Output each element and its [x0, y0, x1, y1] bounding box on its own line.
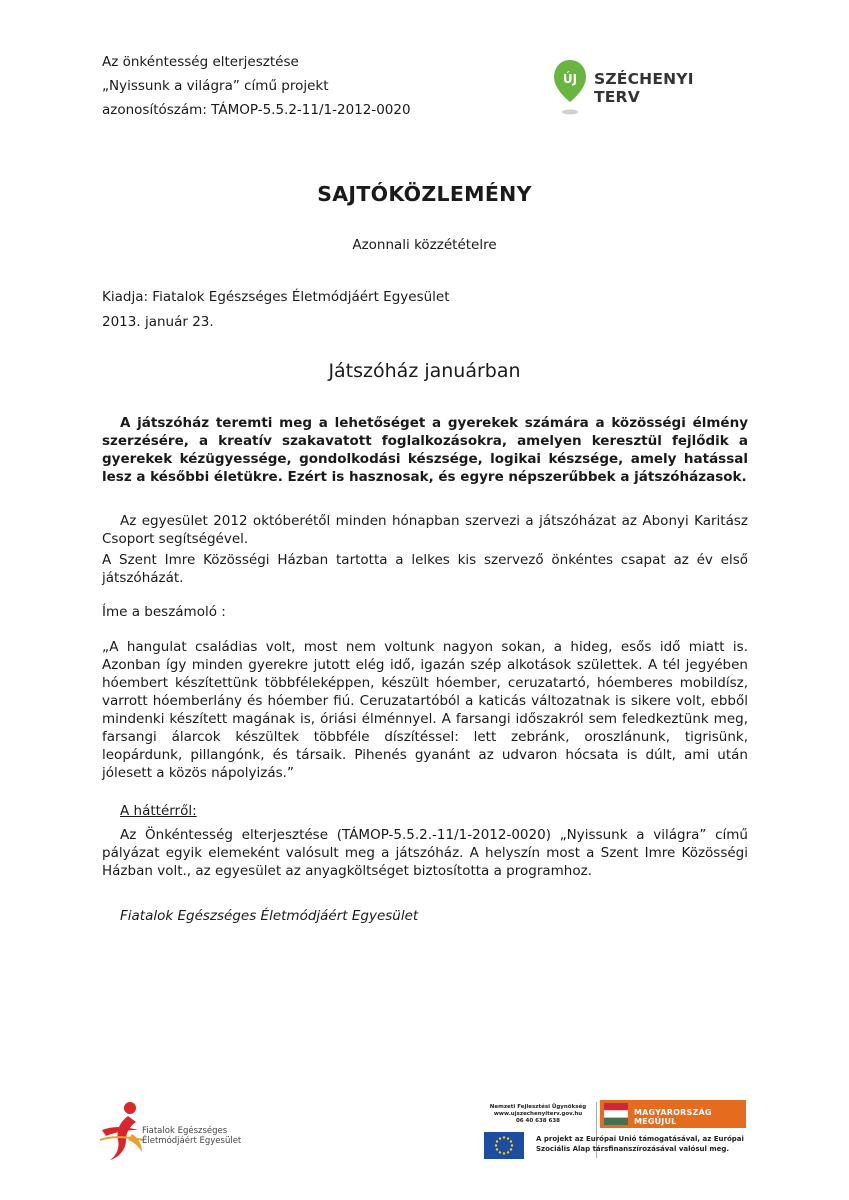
eu-funding-line: A projekt az Európai Unió támogatásával, az Európai	[536, 1135, 744, 1143]
project-header-line: Az önkéntesség elterjesztése	[102, 54, 299, 70]
association-logo-text	[142, 1126, 241, 1146]
pin-text: ÚJ	[562, 72, 578, 86]
hungarian-flag-icon	[604, 1103, 628, 1125]
project-header-line: „Nyissunk a világra” című projekt	[102, 78, 329, 94]
nfu-logo	[484, 1104, 592, 1125]
figure-logo-icon	[98, 1100, 146, 1162]
article-heading: Játszóház januárban	[328, 360, 521, 382]
project-header-line: azonosítószám: TÁMOP-5.5.2-11/1-2012-0020	[102, 102, 411, 118]
background-heading: A háttérről:	[120, 803, 197, 819]
body-paragraph: Íme a beszámoló :	[102, 604, 226, 620]
project-header	[102, 50, 411, 122]
association-logo-line: Fiatalok Egészséges	[142, 1126, 228, 1136]
funding-logos	[484, 1100, 754, 1164]
report-quote: „A hangulat családias volt, most nem voltunk nagyon sokan, a hideg, esős idő miatt is. Azonban így minden gyerekre jutott elég idő, igazán szép alkotások születtek. A tél jegyében hóembert készítettünk többféleképpen, készült hóember, ceruzatartó, hóemberes mobildísz, varrott hóemberlány és hóember fiú. Ceruzatartóból a katicás változatnak is sikere volt, ebből mindenki készített magának is, óriási élménnyel. A farsangi időszakról sem feledkeztünk meg, farsangi álarcok készültek többféle díszítéssel: lett zebránk, oroszlánunk, tigrisünk, leopárdunk, pillangónk, és társaik. Pihenés gyanánt az udvaron hócsata is dúlt, ami után jólesett a közös nápolyizás.”	[102, 639, 748, 781]
publisher-block	[102, 285, 450, 335]
magyarorszag-megujul-banner	[600, 1100, 746, 1128]
szechenyi-logo-text: SZÉCHENYI TERV	[594, 70, 694, 106]
nfu-line: www.ujszechenyiterv.gov.hu	[493, 1111, 583, 1117]
signature: Fiatalok Egészséges Életmódjáért Egyesület	[120, 908, 419, 924]
page-title: SAJTÓKÖZLEMÉNY	[317, 182, 532, 206]
lead-paragraph: A játszóház teremti meg a lehetőséget a gyerekek számára a közösségi élmény szerzésére, a kreatív szakavatott foglalkozásokra, amelyen keresztül fejlődik a gyerekek kézügyessége, gondolkodási készsége, logikai készsége, amely hatással lesz a későbbi életükre. Ezért is hasznosak, és egyre népszerűbbek a játszóházasok.	[102, 415, 748, 485]
eu-flag-icon	[484, 1132, 524, 1159]
body-paragraph: Az egyesület 2012 októberétől minden hónapban szervezi a játszóházat az Abonyi Karitász Csoport segítségével.	[102, 513, 748, 547]
szechenyi-terv-logo	[552, 58, 742, 120]
background-paragraph: Az Önkéntesség elterjesztése (TÁMOP-5.5.2.-11/1-2012-0020) „Nyissunk a világra” című pályázat egyik elemeként valósult meg a játszóház. A helyszín most a Szent Imre Közösségi Házban volt., az egyesület az anyagköltséget biztosította a programhoz.	[102, 827, 748, 879]
nfu-line: Nemzeti Fejlesztési Ügynökség	[489, 1104, 587, 1110]
location-pin-icon	[552, 58, 588, 118]
eu-funding-line: Szociális Alap társfinanszírozásával valósul meg.	[536, 1145, 730, 1153]
eu-funding-text	[536, 1134, 756, 1154]
nfu-line: 06 40 638 638	[515, 1118, 560, 1124]
body-paragraph: A Szent Imre Közösségi Házban tartotta a lelkes kis szervező önkéntes csapat az év első játszóházát.	[102, 552, 748, 586]
publisher-line: Kiadja: Fiatalok Egészséges Életmódjáért Egyesület	[102, 289, 450, 305]
association-logo	[98, 1100, 258, 1164]
banner-text: MAGYARORSZÁG MEGÚJUL	[634, 1108, 712, 1126]
association-logo-line: Életmódjáért Egyesület	[142, 1136, 242, 1146]
page-subtitle: Azonnali közzétételre	[352, 237, 497, 253]
date-line: 2013. január 23.	[102, 314, 214, 330]
